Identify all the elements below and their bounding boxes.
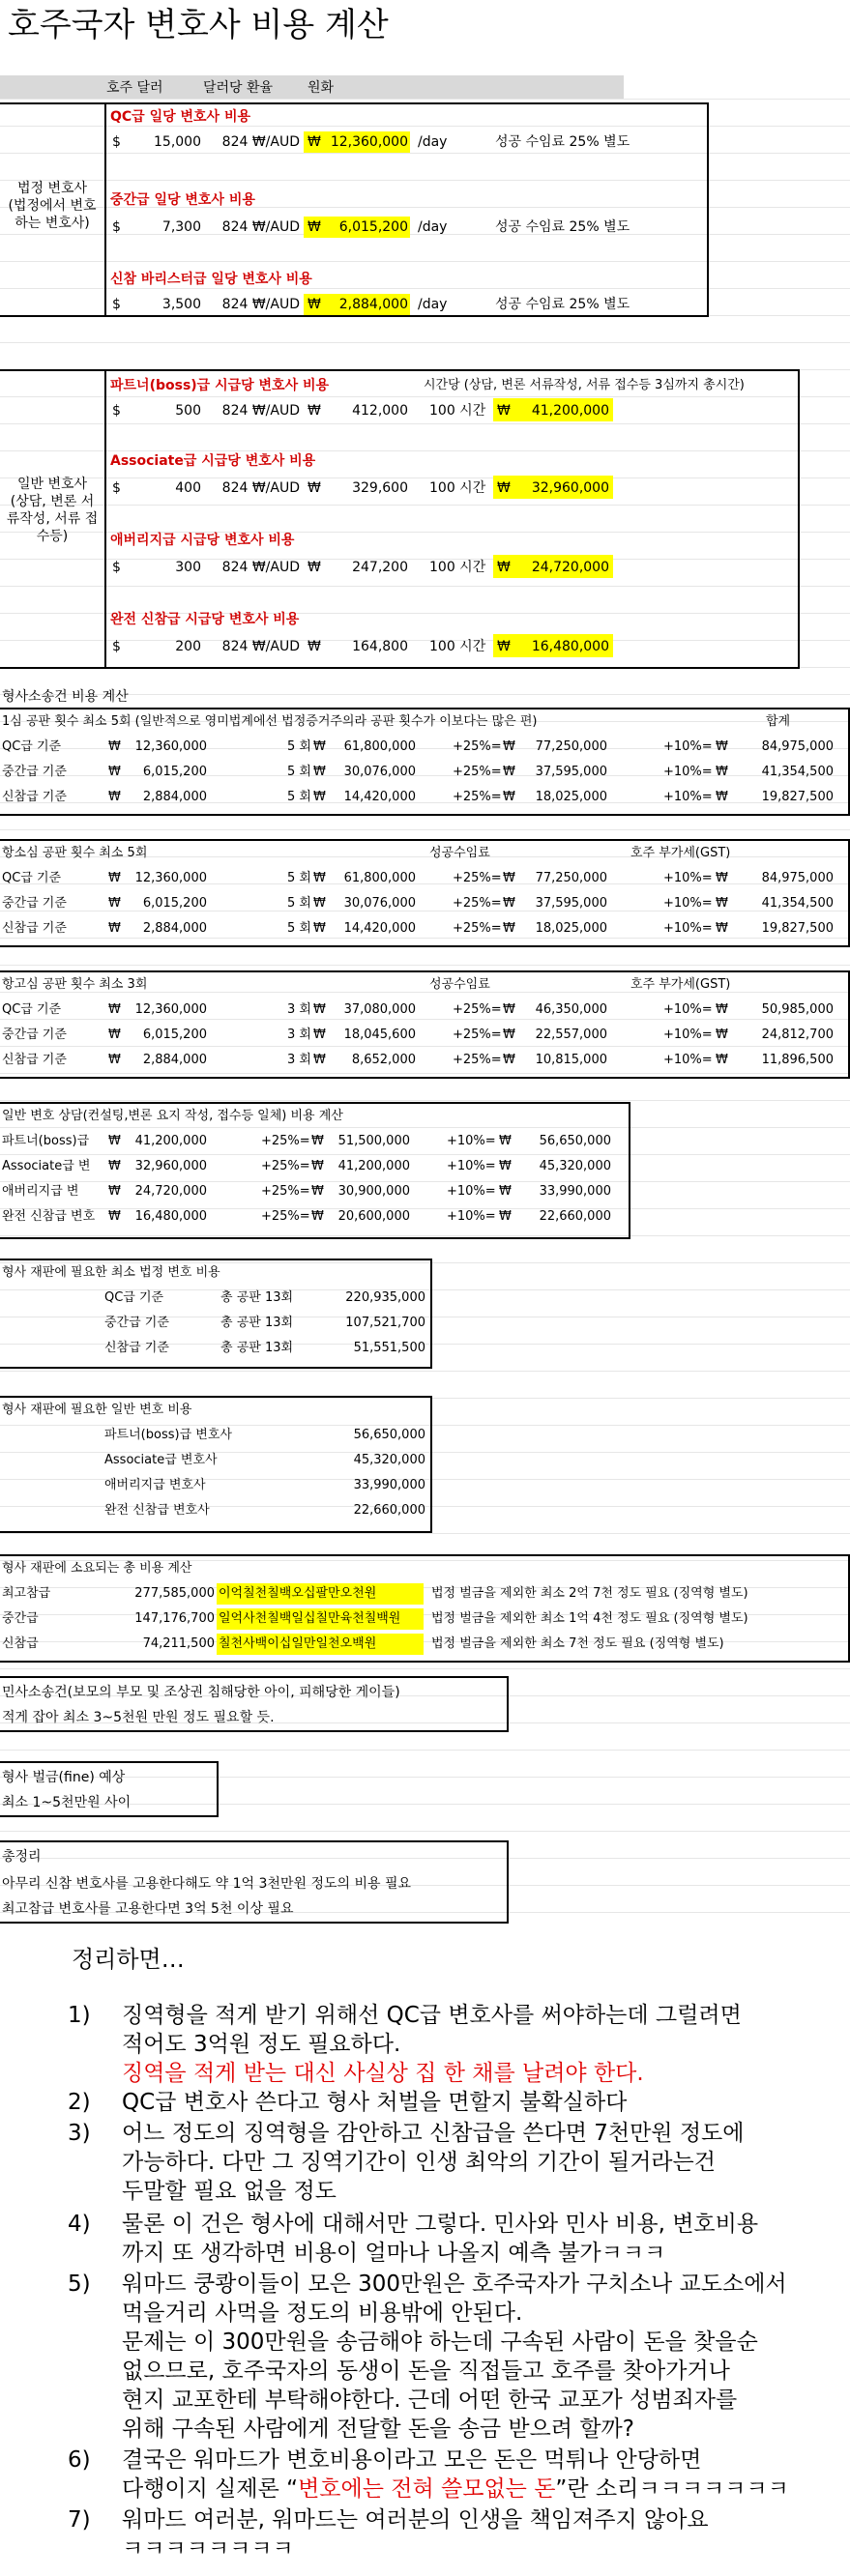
won-value: 12,360,000 [330,134,408,150]
won-symbol: ₩ [311,1209,324,1224]
won-symbol: ₩ [108,871,121,885]
aud-symbol: $ [112,560,121,575]
consult-after: 20,600,000 [337,1209,410,1224]
per-day-unit: /day [418,134,448,150]
won-symbol: ₩ [313,871,326,885]
won-symbol: ₩ [499,1209,512,1224]
after-fee: 22,557,000 [535,1028,607,1042]
total-label: 신참급 [2,1636,39,1651]
exchange-rate: 824 ₩/AUD [221,134,300,150]
hearing-count: 3 회 [287,1028,311,1042]
exchange-rate: 824 ₩/AUD [221,219,300,235]
summary-number: 5) [68,2272,91,2297]
criminal-title: 형사소송건 비용 계산 [2,689,129,705]
summary-number: 4) [68,2212,91,2237]
success-fee-note: 성공 수임료 25% 별도 [495,297,630,312]
daily-cost: 2,884,000 [142,790,207,804]
total-won: 74,211,500 [142,1636,215,1651]
gst-pct: +10%= [447,1134,496,1148]
hearing-count: 5 회 [287,871,311,885]
won-symbol: ₩ [499,1184,512,1199]
after-fee: 77,250,000 [535,739,607,754]
sum-label: 합계 [766,714,791,729]
won-symbol: ₩ [716,871,728,885]
aud-symbol: $ [112,639,121,654]
general-row-name: 파트너(boss)급 시급당 변호사 비용 [110,378,330,393]
total-label: 최고참급 [2,1586,51,1601]
won-symbol: ₩ [716,896,728,911]
after-fee: 37,595,000 [535,765,607,779]
summary-number: 2) [68,2090,91,2115]
won-symbol: ₩ [503,871,515,885]
daily-cost: 12,360,000 [134,1002,207,1017]
min-general-label: 애버리지급 변호사 [104,1478,206,1492]
daily-cost: 2,884,000 [142,1053,207,1067]
summary-line: 워마드 쿵쾅이들이 모은 300만원은 호주국자가 구치소나 교도소에서 먹을거리 사먹을 정도의 비용밖에 안된다. 문제는 이 300만원을 송금해야 하는데 구속된 사람이 돈을 찾을순 없으므로, 호주국자의 동생이 돈을 직접들고 호주를 찾아가거나 현지 교포한테 부탁해야한다. 근데 어떤 한국 교포가 성범죄자를 위해 구속된 사람에게 전달할 돈을 송금 받으려 할까? [122,2272,787,2442]
won-symbol: ₩ [313,921,326,936]
consult-won: 24,720,000 [134,1184,207,1199]
summary-line: 결국은 워마드가 변호비용이라고 모은 돈은 먹튀나 안당하면 다행이지 실제론 “ [122,2447,702,2502]
min-general-total: 33,990,000 [353,1478,425,1492]
summary-line-end: ”란 소리ㅋㅋㅋㅋㅋㅋㅋ [555,2476,789,2502]
row-label: 중간급 기준 [2,1028,67,1042]
header-col-won: 원화 [308,80,335,96]
won-symbol: ₩ [716,1002,728,1017]
gst-label: 호주 부가세(GST) [630,846,731,860]
won-symbol: ₩ [313,790,326,804]
min-general-total: 45,320,000 [353,1453,425,1467]
general-side-label: 일반 변호사 (상담, 변론 서 류작성, 서류 접 수등) [6,477,99,544]
won-symbol: ₩ [308,297,321,312]
general-row-name: 완전 신참급 시급당 변호사 비용 [110,612,300,627]
won-symbol: ₩ [108,790,121,804]
row-total: 41,354,500 [761,896,834,911]
general-divider [104,369,106,669]
won-symbol: ₩ [716,765,728,779]
won-symbol: ₩ [499,1134,512,1148]
won-value: 329,600 [352,480,408,496]
won-symbol: ₩ [108,765,121,779]
won-symbol: ₩ [503,921,515,936]
won-value: 6,015,200 [338,219,408,235]
summary-text [122,2505,828,2563]
consult-won: 16,480,000 [134,1209,207,1224]
won-value: 247,200 [352,560,408,575]
grid-row-line [0,342,850,343]
success-label: 성공수임료 [429,977,490,992]
trial-title: 항소심 공판 횟수 최소 5회 [2,846,148,860]
aud-value: 200 [175,639,201,654]
min-court-total: 107,521,700 [345,1316,425,1330]
fee-pct: +25%= [453,871,502,885]
min-court-count: 총 공판 13회 [220,1316,294,1330]
min-general-label: 파트너(boss)급 변호사 [104,1428,232,1442]
general-row-name: 애버리지급 시급당 변호사 비용 [110,533,295,548]
fine-body: 최소 1~5천만원 사이 [2,1795,132,1810]
header-col-aud: 호주 달러 [106,80,163,96]
won-symbol: ₩ [497,560,511,575]
consult-won: 32,960,000 [134,1159,207,1173]
success-fee-note: 성공 수임료 25% 별도 [495,219,630,235]
hearing-count: 5 회 [287,790,311,804]
subtotal: 30,076,000 [343,765,416,779]
won-symbol: ₩ [313,739,326,754]
consult-won: 41,200,000 [134,1134,207,1148]
gst-pct: +10%= [663,871,713,885]
exchange-rate: 824 ₩/AUD [221,560,300,575]
after-fee: 18,025,000 [535,921,607,936]
aud-value: 7,300 [161,219,201,235]
row-total: 19,827,500 [761,921,834,936]
success-label: 성공수임료 [429,846,490,860]
won-symbol: ₩ [108,1053,121,1067]
total-note: 법정 벌금을 제외한 최소 1억 4천 정도 필요 (징역형 별도) [431,1611,748,1626]
grid-row-line [0,1831,850,1832]
summary-text [122,2001,828,2088]
grid-row-line [0,99,850,100]
grid-row-line [0,965,850,966]
summary-number: 6) [68,2447,91,2473]
per-day-unit: /day [418,297,448,312]
won-symbol: ₩ [503,896,515,911]
aud-symbol: $ [112,134,121,150]
won-symbol: ₩ [108,1209,121,1224]
hours: 100 시간 [429,560,486,575]
fee-pct: +25%= [453,739,502,754]
hearing-count: 5 회 [287,921,311,936]
fee-pct: +25%= [453,1053,502,1067]
won-symbol: ₩ [313,765,326,779]
exchange-rate: 824 ₩/AUD [221,297,300,312]
min-court-label: QC급 기준 [104,1290,164,1305]
gst-pct: +10%= [663,739,713,754]
summary-red-phrase: 변호에는 전혀 쓸모없는 돈 [298,2476,556,2502]
aud-value: 500 [175,403,201,419]
general-row-name: Associate급 시급당 변호사 비용 [110,453,316,469]
summary-line: 워마드 여러분, 워마드는 여러분의 인생을 책임져주지 않아요 ㅋㅋㅋㅋㅋㅋㅋㅋ [122,2507,709,2562]
won-symbol: ₩ [497,480,511,496]
won-symbol: ₩ [308,560,321,575]
fee-pct: +25%= [453,1028,502,1042]
won-symbol: ₩ [716,1053,728,1067]
summary-line: 징역형을 적게 받기 위해선 QC급 변호사를 써야하는데 그럴려면 적어도 3억원 정도 필요하다. [122,2003,742,2057]
consult-total: 45,320,000 [539,1159,611,1173]
fee-pct: +25%= [261,1134,310,1148]
aud-value: 400 [175,480,201,496]
subtotal: 61,800,000 [343,739,416,754]
court-row-name: QC급 일당 변호사 비용 [110,109,250,125]
fee-pct: +25%= [453,896,502,911]
summary-text [122,2210,828,2268]
summary-heading: 정리하면… [72,1946,185,1973]
summary-line: 어느 정도의 징역형을 감안하고 신참급을 쓴다면 7천만원 정도에 가능하다. 다만 그 징역기간이 인생 최악의 기간이 될거라는건 두말할 필요 없을 정도 [122,2121,745,2204]
exchange-rate: 824 ₩/AUD [221,480,300,496]
min-general-total: 22,660,000 [353,1503,425,1518]
gst-pct: +10%= [447,1209,496,1224]
subtotal: 14,420,000 [343,790,416,804]
won-symbol: ₩ [503,1028,515,1042]
won-symbol: ₩ [311,1134,324,1148]
won-symbol: ₩ [308,403,321,419]
min-court-count: 총 공판 13회 [220,1290,294,1305]
consult-after: 41,200,000 [337,1159,410,1173]
min-court-title: 형사 재판에 필요한 최소 법정 변호 비용 [2,1265,220,1280]
after-fee: 46,350,000 [535,1002,607,1017]
header-col-rate: 달러당 환율 [203,80,274,96]
gst-pct: +10%= [447,1159,496,1173]
subtotal: 8,652,000 [351,1053,416,1067]
total-won: 41,200,000 [531,403,609,419]
daily-cost: 2,884,000 [142,921,207,936]
won-symbol: ₩ [311,1184,324,1199]
success-fee-note: 성공 수임료 25% 별도 [495,134,630,150]
consult-label: 완전 신참급 변호 [2,1209,96,1224]
won-symbol: ₩ [313,1053,326,1067]
gst-pct: +10%= [663,1002,713,1017]
summary-red-line: 징역을 적게 받는 대신 사실상 집 한 채를 날려야 한다. [122,2061,644,2086]
min-court-count: 총 공판 13회 [220,1341,294,1355]
total-won: 32,960,000 [531,480,609,496]
total-label: 중간급 [2,1611,39,1626]
row-label: 신참급 기준 [2,1053,67,1067]
gst-pct: +10%= [663,896,713,911]
gst-pct: +10%= [663,921,713,936]
row-total: 24,812,700 [761,1028,834,1042]
consult-total: 22,660,000 [539,1209,611,1224]
won-symbol: ₩ [108,896,121,911]
overall-line1: 아무리 신참 변호사를 고용한다해도 약 1억 3천만원 정도의 비용 필요 [2,1876,412,1892]
exchange-rate: 824 ₩/AUD [221,639,300,654]
hours: 100 시간 [429,639,486,654]
after-fee: 18,025,000 [535,790,607,804]
fine-title: 형사 벌금(fine) 예상 [2,1770,126,1785]
row-total: 19,827,500 [761,790,834,804]
aud-symbol: $ [112,297,121,312]
won-value: 2,884,000 [338,297,408,312]
gst-pct: +10%= [663,1028,713,1042]
row-label: 중간급 기준 [2,896,67,911]
daily-cost: 6,015,200 [142,765,207,779]
hearing-count: 5 회 [287,896,311,911]
civil-title: 민사소송건(보모의 부모 및 조상권 침해당한 아이, 피해당한 게이들) [2,1685,400,1700]
after-fee: 10,815,000 [535,1053,607,1067]
total-note: 법정 벌금을 제외한 최소 7천 정도 필요 (징역형 별도) [431,1636,724,1651]
summary-number: 7) [68,2507,91,2533]
gst-pct: +10%= [663,790,713,804]
won-symbol: ₩ [311,1159,324,1173]
hours: 100 시간 [429,403,486,419]
summary-line: QC급 변호사 쓴다고 형사 처벌을 면할지 불확실하다 [122,2090,628,2115]
after-fee: 77,250,000 [535,871,607,885]
won-symbol: ₩ [308,480,321,496]
overall-title: 총정리 [2,1849,42,1865]
per-day-unit: /day [418,219,448,235]
consult-label: 파트너(boss)급 [2,1134,90,1148]
fee-pct: +25%= [453,921,502,936]
won-symbol: ₩ [108,1159,121,1173]
exchange-rate: 824 ₩/AUD [221,403,300,419]
aud-value: 300 [175,560,201,575]
won-symbol: ₩ [716,921,728,936]
won-symbol: ₩ [108,1028,121,1042]
consult-total: 33,990,000 [539,1184,611,1199]
total-korean-amount: 칠천사백이십일만일천오백원 [219,1636,377,1651]
min-court-total: 220,935,000 [345,1290,425,1305]
won-value: 164,800 [352,639,408,654]
won-symbol: ₩ [716,790,728,804]
min-general-label: 완전 신참급 변호사 [104,1503,210,1518]
row-total: 84,975,000 [761,739,834,754]
grid-row-line [0,829,850,830]
total-korean-amount: 이억칠천칠백오십팔만오천원 [219,1586,377,1601]
hours-note: 시간당 (상담, 변론 서류작성, 서류 접수등 3심까지 총시간) [424,378,745,392]
hearing-count: 3 회 [287,1002,311,1017]
fee-pct: +25%= [453,1002,502,1017]
hours: 100 시간 [429,480,486,496]
total-won: 24,720,000 [531,560,609,575]
gst-pct: +10%= [447,1184,496,1199]
fee-pct: +25%= [453,790,502,804]
court-row-name: 중간급 일당 변호사 비용 [110,192,255,208]
aud-value: 15,000 [154,134,201,150]
court-divider [104,102,106,317]
min-general-label: Associate급 변호사 [104,1453,218,1467]
gst-pct: +10%= [663,765,713,779]
won-symbol: ₩ [313,1002,326,1017]
min-court-total: 51,551,500 [353,1341,425,1355]
aud-symbol: $ [112,403,121,419]
consult-total: 56,650,000 [539,1134,611,1148]
fee-pct: +25%= [261,1159,310,1173]
consult-label: Associate급 변 [2,1159,91,1173]
after-fee: 37,595,000 [535,896,607,911]
daily-cost: 12,360,000 [134,871,207,885]
total-cost-title: 형사 재판에 소요되는 총 비용 계산 [2,1561,192,1576]
subtotal: 37,080,000 [343,1002,416,1017]
subtotal: 18,045,600 [343,1028,416,1042]
summary-number: 1) [68,2003,91,2028]
aud-value: 3,500 [161,297,201,312]
total-won: 277,585,000 [134,1586,215,1601]
court-side-label: 법정 변호사 (법정에서 변호 하는 변호사) [8,181,97,231]
court-row-name: 신참 바리스터급 일당 변호사 비용 [110,272,312,287]
consult-title: 일반 변호 상담(컨설팅,변론 요지 작성, 접수등 일체) 비용 계산 [2,1109,343,1123]
summary-text [122,2119,828,2206]
row-label: 신참급 기준 [2,921,67,936]
subtotal: 61,800,000 [343,871,416,885]
won-symbol: ₩ [108,1134,121,1148]
won-symbol: ₩ [497,403,511,419]
row-total: 84,975,000 [761,871,834,885]
fee-pct: +25%= [261,1209,310,1224]
won-symbol: ₩ [716,1028,728,1042]
page-title: 호주국자 변호사 비용 계산 [8,6,389,44]
won-symbol: ₩ [108,1002,121,1017]
grid-row-line [0,1533,850,1534]
total-korean-amount: 일억사천칠백일십칠만육천칠백원 [219,1611,401,1626]
won-symbol: ₩ [108,739,121,754]
row-label: 신참급 기준 [2,790,67,804]
consult-after: 30,900,000 [337,1184,410,1199]
daily-cost: 12,360,000 [134,739,207,754]
row-label: QC급 기준 [2,739,62,754]
grid-row-line [0,1100,850,1101]
hearing-count: 5 회 [287,739,311,754]
total-won: 16,480,000 [531,639,609,654]
summary-number: 3) [68,2121,91,2146]
min-general-title: 형사 재판에 필요한 일반 변호 비용 [2,1403,192,1417]
won-symbol: ₩ [108,1184,121,1199]
daily-cost: 6,015,200 [142,896,207,911]
summary-text [122,2270,828,2444]
summary-text [122,2446,828,2504]
overall-line2: 최고참급 변호사를 고용한다면 3억 5천 이상 필요 [2,1901,294,1917]
row-total: 50,985,000 [761,1002,834,1017]
row-total: 41,354,500 [761,765,834,779]
won-symbol: ₩ [503,1053,515,1067]
row-label: QC급 기준 [2,1002,62,1017]
summary-line: 물론 이 건은 형사에 대해서만 그렇다. 민사와 민사 비용, 변호비용 까지 또 생각하면 비용이 얼마나 나올지 예측 불가ㅋㅋㅋ [122,2212,759,2266]
aud-symbol: $ [112,219,121,235]
won-symbol: ₩ [497,639,511,654]
gst-pct: +10%= [663,1053,713,1067]
won-symbol: ₩ [499,1159,512,1173]
hearing-count: 3 회 [287,1053,311,1067]
grid-row-line [0,1750,850,1751]
min-court-label: 신참급 기준 [104,1341,169,1355]
civil-body: 적게 잡아 최소 3~5천원 만원 정도 필요할 듯. [2,1710,275,1725]
fee-pct: +25%= [261,1184,310,1199]
hearing-count: 5 회 [287,765,311,779]
won-symbol: ₩ [716,739,728,754]
won-symbol: ₩ [503,790,515,804]
trial-title: 항고심 공판 횟수 최소 3회 [2,977,148,992]
grid-row-line [0,1668,850,1669]
fee-pct: +25%= [453,765,502,779]
grid-row-line [0,1371,850,1372]
min-general-total: 56,650,000 [353,1428,425,1442]
summary-text [122,2088,828,2117]
consult-after: 51,500,000 [337,1134,410,1148]
subtotal: 14,420,000 [343,921,416,936]
row-label: 중간급 기준 [2,765,67,779]
won-value: 412,000 [352,403,408,419]
row-label: QC급 기준 [2,871,62,885]
won-symbol: ₩ [308,134,321,150]
min-court-label: 중간급 기준 [104,1316,169,1330]
consult-label: 애버리지급 변 [2,1184,79,1199]
row-total: 11,896,500 [761,1053,834,1067]
won-symbol: ₩ [503,739,515,754]
won-symbol: ₩ [108,921,121,936]
won-symbol: ₩ [313,1028,326,1042]
won-symbol: ₩ [503,765,515,779]
total-note: 법정 벌금을 제외한 최소 2억 7천 정도 필요 (징역형 별도) [431,1586,748,1601]
subtotal: 30,076,000 [343,896,416,911]
gst-label: 호주 부가세(GST) [630,977,731,992]
won-symbol: ₩ [308,639,321,654]
won-symbol: ₩ [308,219,321,235]
won-symbol: ₩ [313,896,326,911]
trial-title: 1심 공판 횟수 최소 5회 (일반적으로 영미법계에선 법정증거주의라 공판 횟수가 이보다는 많은 편) [2,714,538,729]
won-symbol: ₩ [503,1002,515,1017]
daily-cost: 6,015,200 [142,1028,207,1042]
total-won: 147,176,700 [134,1611,215,1626]
aud-symbol: $ [112,480,121,496]
